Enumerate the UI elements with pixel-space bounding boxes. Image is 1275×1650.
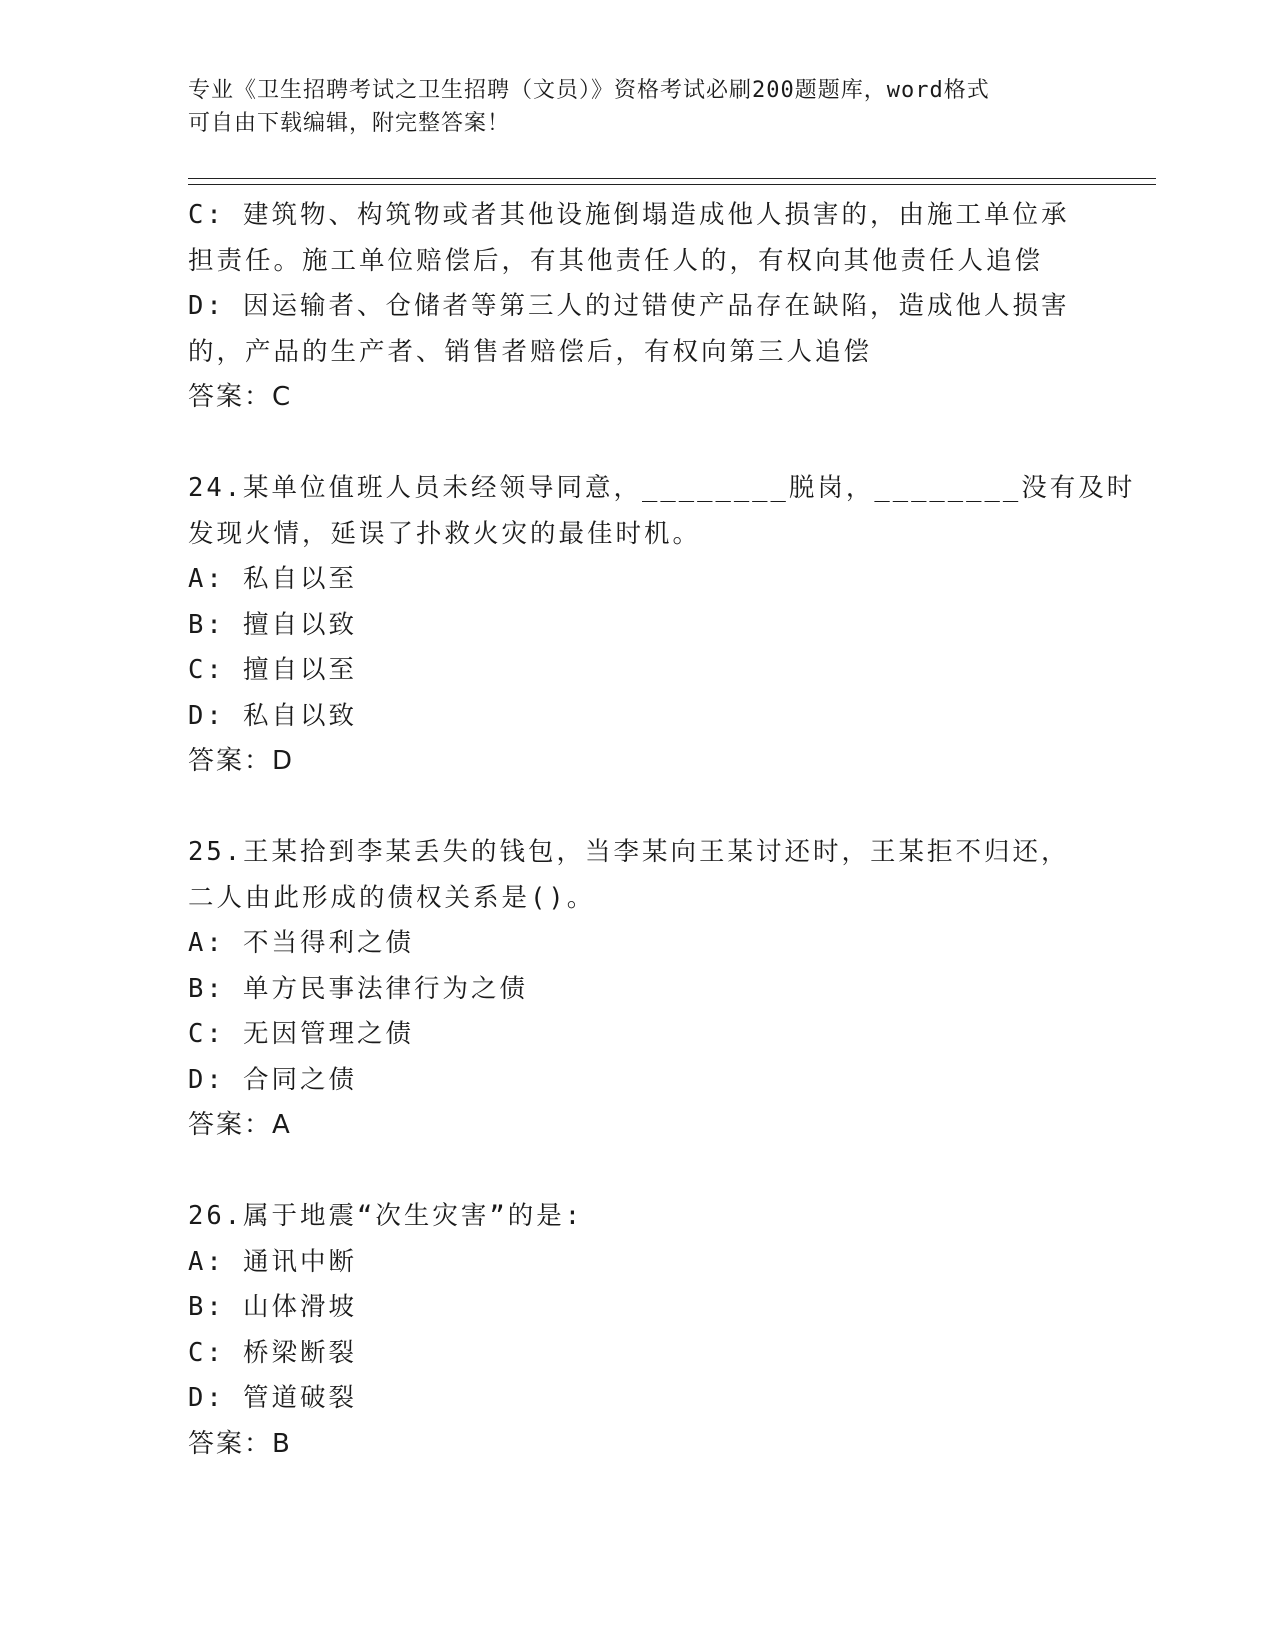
- question-stem-line-2: 发现火情，延误了扑救火灾的最佳时机。: [188, 518, 702, 549]
- question-stem-line-1: 24.某单位值班人员未经领导同意，________脱岗，________没有及时: [188, 473, 1136, 503]
- option-c: C: 桥梁断裂: [188, 1337, 358, 1368]
- option-d-line-1: D: 因运输者、仓储者等第三人的过错使产品存在缺陷，造成他人损害: [188, 291, 1070, 321]
- option-d-line-2: 的，产品的生产者、销售者赔偿后，有权向第三人追偿: [188, 336, 873, 367]
- option-c: C: 无因管理之债: [188, 1019, 415, 1049]
- question-stem-line-1: 25.王某拾到李某丢失的钱包，当李某向王某讨还时，王某拒不归还，: [188, 837, 1070, 867]
- option-d: D: 管道破裂: [188, 1383, 358, 1413]
- option-c: C: 擅自以至: [188, 655, 358, 685]
- option-d: D: 合同之债: [188, 1064, 358, 1095]
- header-title-line-1: 专业《卫生招聘考试之卫生招聘（文员）》资格考试必刷200题题库，word格式: [188, 78, 990, 103]
- header-divider-top: [188, 178, 1156, 179]
- question-25: [188, 830, 1088, 1149]
- option-a: A: 通讯中断: [188, 1246, 358, 1277]
- option-a: A: 私自以至: [188, 564, 358, 594]
- header-title-line-2: 可自由下载编辑，附完整答案！: [188, 111, 511, 136]
- spacer: [188, 1149, 1088, 1195]
- question-stem-line-2: 二人由此形成的债权关系是()。: [188, 882, 596, 913]
- document-header: [188, 74, 1088, 140]
- question-26: [188, 1194, 1088, 1467]
- option-c-line-1: C: 建筑物、构筑物或者其他设施倒塌造成他人损害的，由施工单位承: [188, 200, 1070, 230]
- spacer: [188, 421, 1088, 467]
- option-b: B: 擅自以致: [188, 609, 358, 640]
- question-24: [188, 466, 1136, 785]
- option-d: D: 私自以致: [188, 700, 358, 731]
- spacer: [188, 785, 1088, 831]
- question-23-continued: [188, 193, 1088, 421]
- answer-line: 答案：D: [188, 746, 295, 776]
- option-a: A: 不当得利之债: [188, 928, 415, 958]
- answer-line: 答案：B: [188, 1428, 292, 1459]
- option-c-line-2: 担责任。施工单位赔偿后，有其他责任人的，有权向其他责任人追偿: [188, 245, 1044, 276]
- question-content: [188, 193, 1136, 1467]
- option-b: B: 单方民事法律行为之债: [188, 973, 529, 1004]
- answer-line: 答案：C: [188, 382, 293, 412]
- header-divider-bottom: [188, 184, 1156, 185]
- option-b: B: 山体滑坡: [188, 1292, 358, 1322]
- question-stem-line-1: 26.属于地震“次生灾害”的是:: [188, 1201, 584, 1231]
- answer-line: 答案：A: [188, 1110, 292, 1140]
